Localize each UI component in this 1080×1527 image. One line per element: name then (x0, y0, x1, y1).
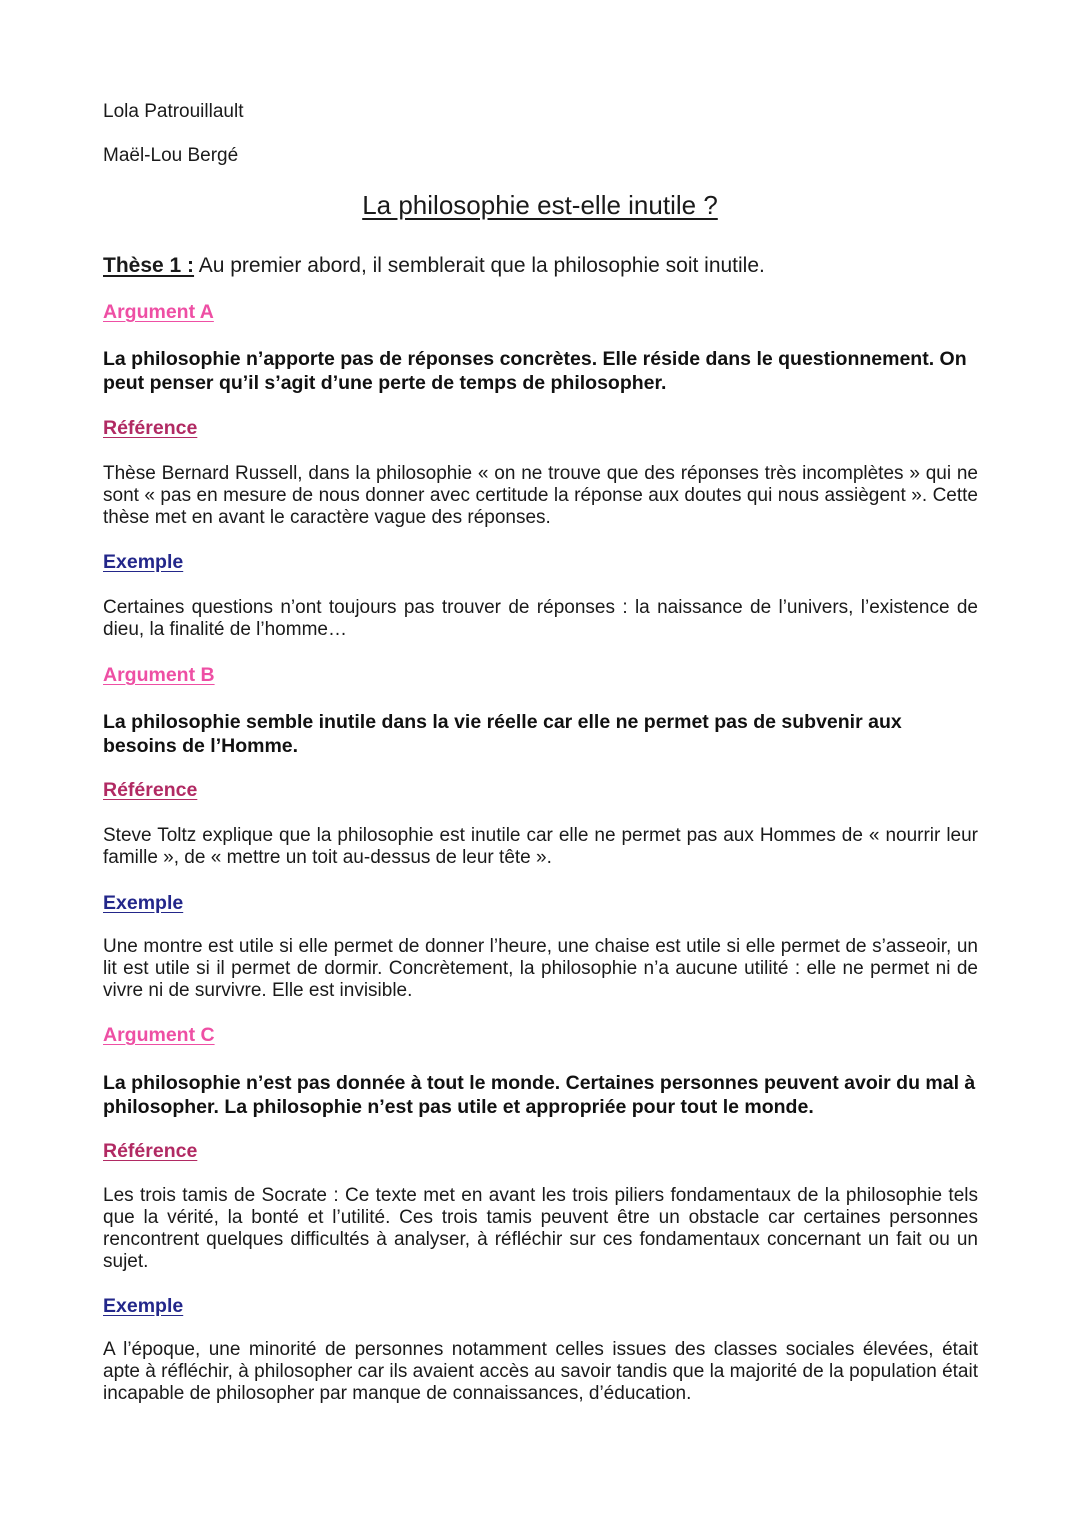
example-text: Certaines questions n’ont toujours pas trouver de réponses : la naissance de l’univers, l’existence de dieu, la finalité de l’homme… (103, 597, 978, 640)
argument-heading: Argument C (103, 1024, 215, 1046)
reference-text: Les trois tamis de Socrate : Ce texte met en avant les trois piliers fondamentaux de la philosophie tels que la vérité, la bonté et l’utilité. Ces trois tamis peuvent être un obstacle car certaines personnes rencontrent quelques difficultés à analyser, à réfléchir sur ces fondamentaux concernant un fait ou un sujet. (103, 1185, 978, 1272)
argument-text: La philosophie n’est pas donnée à tout le monde. Certaines personnes peuvent avoir du mal à philosopher. La philosophie n’est pas utile et appropriée pour tout le monde. (103, 1072, 976, 1118)
reference-heading: Référence (103, 779, 198, 801)
example-heading: Exemple (103, 892, 184, 914)
author-name: Maël-Lou Bergé (103, 145, 239, 166)
example-text: Une montre est utile si elle permet de donner l’heure, une chaise est utile si elle permet de s’asseoir, un lit est utile si il permet de dormir. Concrètement, la philosophie n’a aucune utilité : elle ne permet ni de vivre ni de survivre. Elle est invisible. (103, 936, 978, 1001)
reference-heading: Référence (103, 1140, 198, 1162)
example-heading: Exemple (103, 1295, 184, 1317)
example-heading: Exemple (103, 551, 184, 573)
thesis-text: Au premier abord, il semblerait que la philosophie soit inutile. (194, 254, 765, 277)
example-text: A l’époque, une minorité de personnes notamment celles issues des classes sociales élevées, était apte à réfléchir, à philosopher car ils avaient accès au savoir tandis que la majorité de la population était incapable de philosopher par manque de connaissances, d’éducation. (103, 1339, 978, 1404)
argument-heading: Argument B (103, 664, 215, 686)
author-name: Lola Patrouillault (103, 101, 244, 122)
argument-heading: Argument A (103, 301, 214, 323)
thesis-statement (103, 254, 978, 278)
reference-text: Steve Toltz explique que la philosophie est inutile car elle ne permet pas aux Hommes de « nourrir leur famille », de « mettre un toit au-dessus de leur tête ». (103, 825, 978, 868)
argument-text: La philosophie n’apporte pas de réponses concrètes. Elle réside dans le questionnement. On peut penser qu’il s’agit d’une perte de temps de philosopher. (103, 348, 967, 394)
reference-heading: Référence (103, 417, 198, 439)
document-title: La philosophie est-elle inutile ? (362, 190, 718, 220)
thesis-label: Thèse 1 : (103, 254, 195, 277)
argument-text: La philosophie semble inutile dans la vie réelle car elle ne permet pas de subvenir aux besoins de l’Homme. (103, 711, 902, 757)
reference-text: Thèse Bernard Russell, dans la philosophie « on ne trouve que des réponses très incomplètes » qui ne sont « pas en mesure de nous donner avec certitude la réponse aux doutes qui nous assiègent ». Cette thèse met en avant le caractère vague des réponses. (103, 463, 978, 528)
